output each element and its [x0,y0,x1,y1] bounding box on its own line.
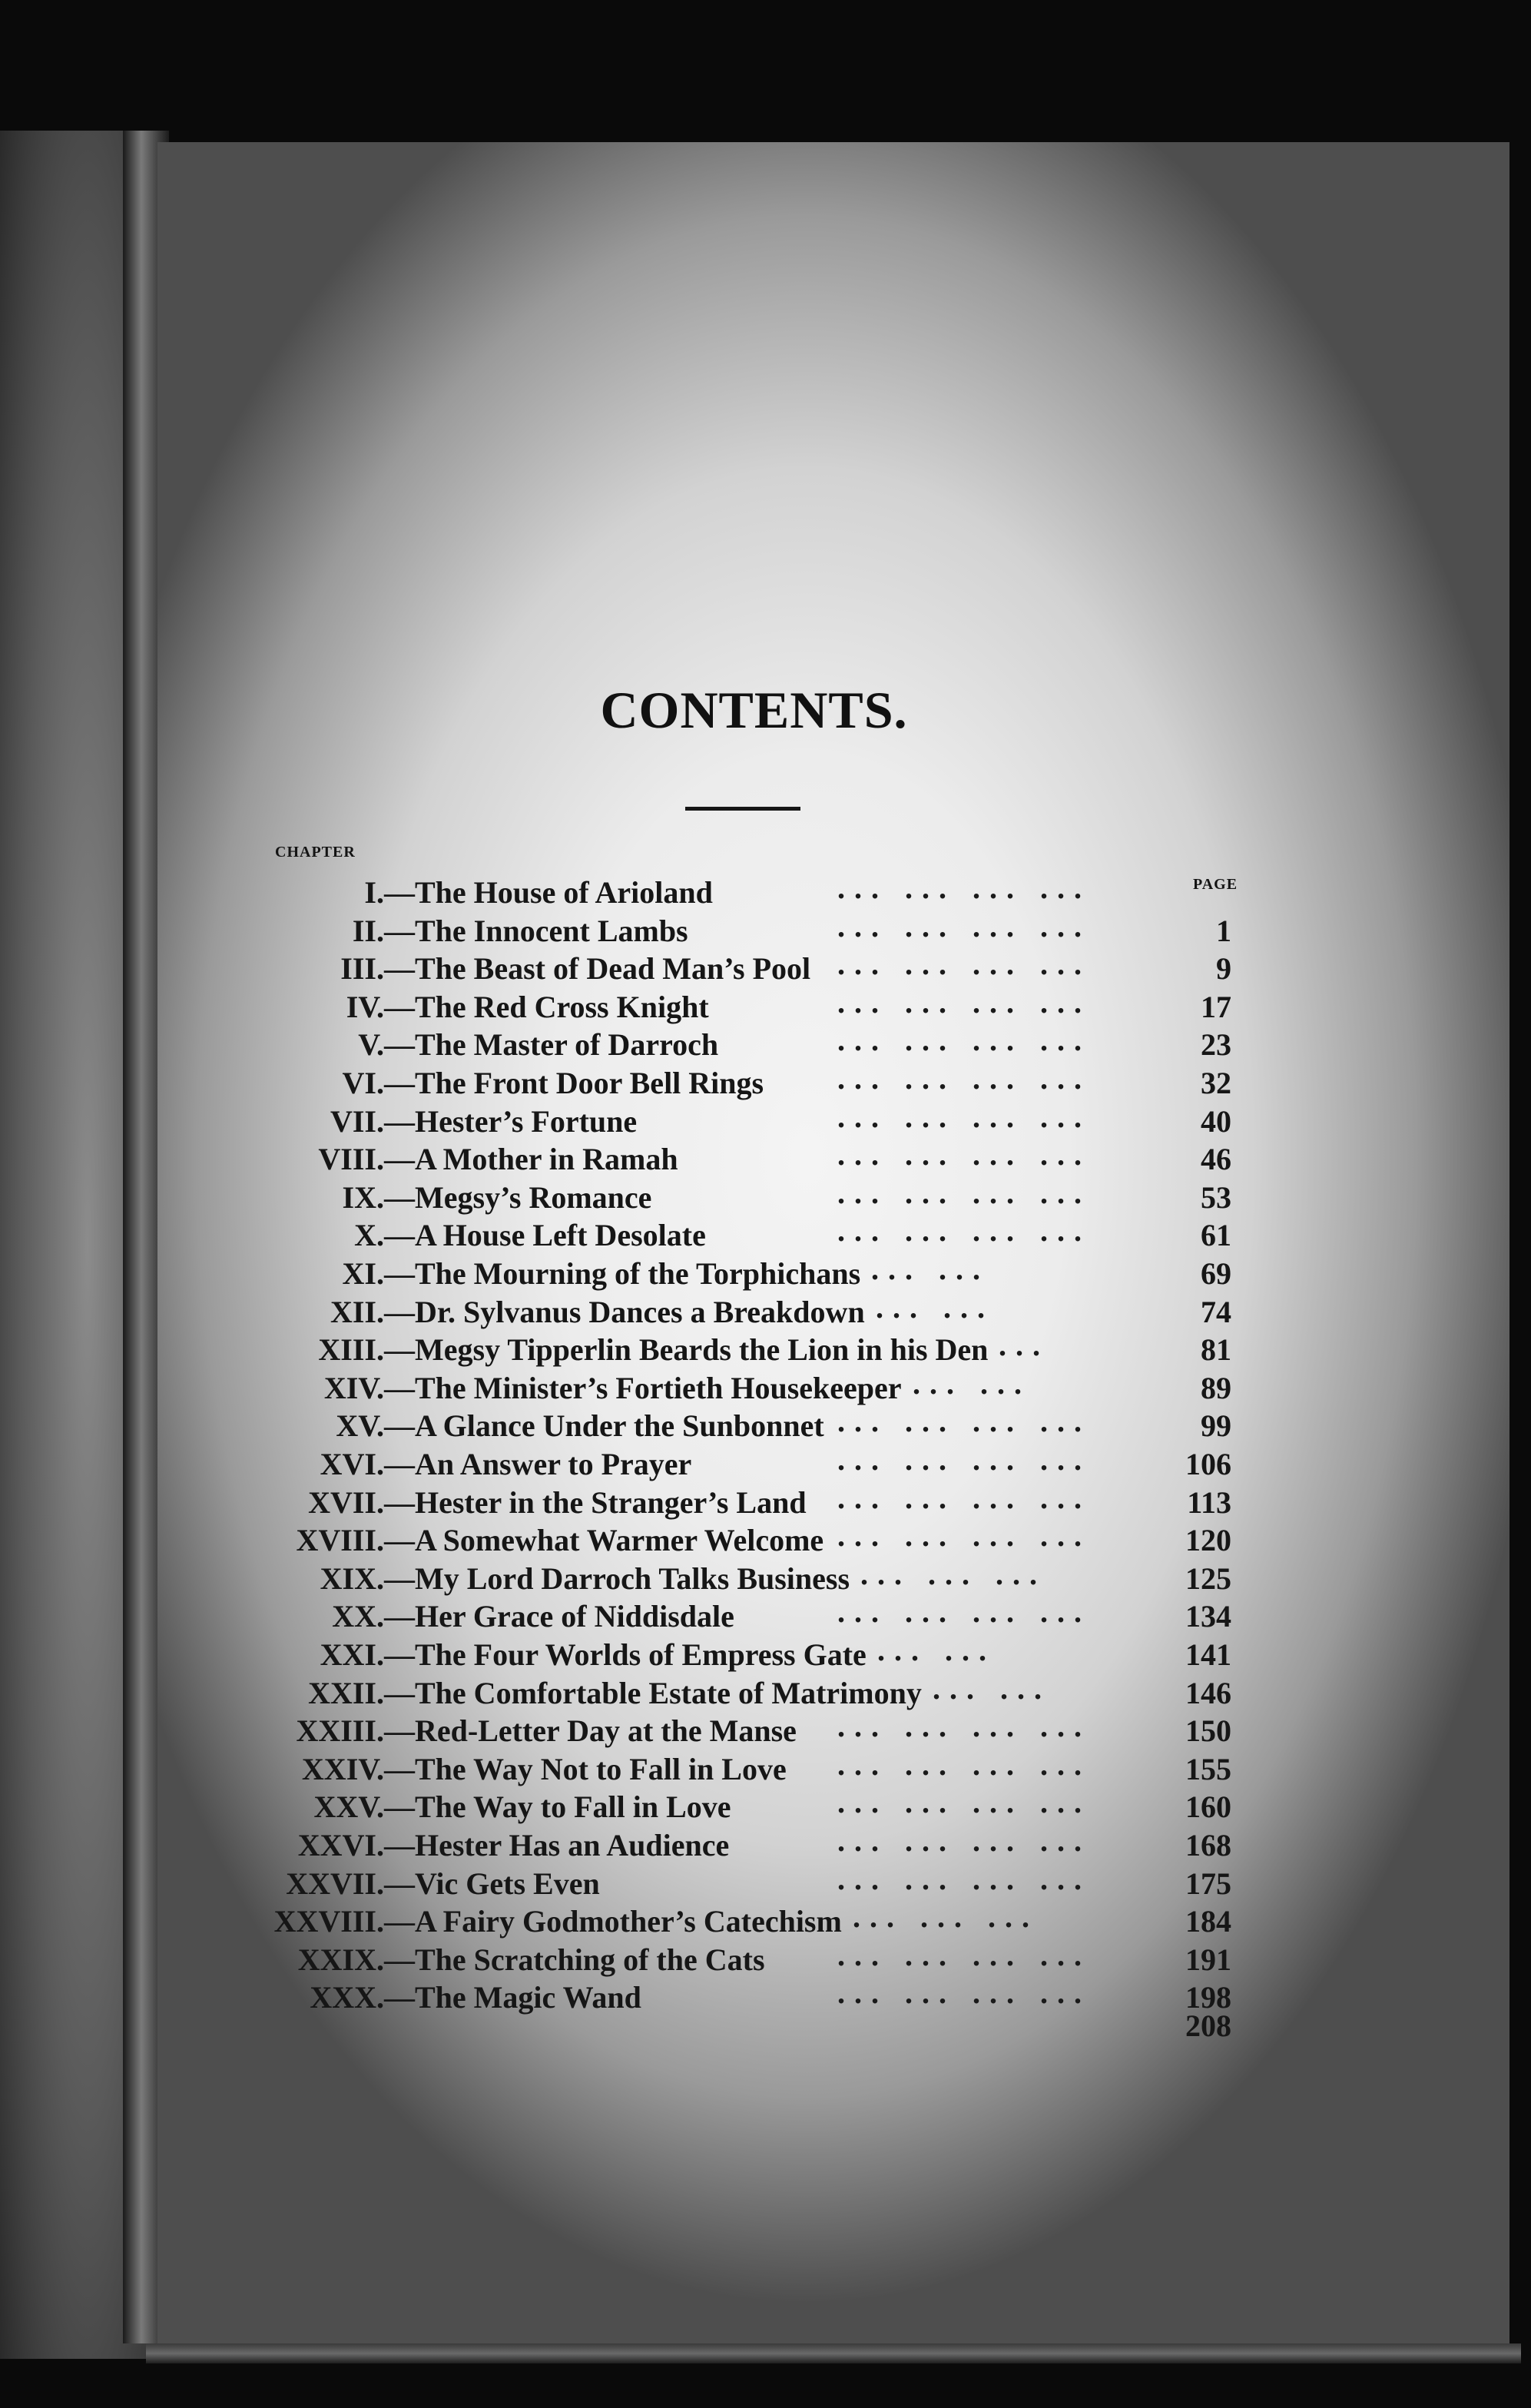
leader-dots: ... ... ... ... [837,1442,1091,1477]
chapter-page: 168 [1185,1828,1231,1862]
toc-entry [0,1404,1531,1446]
chapter-title: —A Somewhat Warmer Welcome [384,1523,824,1557]
toc-entry [0,871,1531,913]
leader-dots: ... ... ... ... [837,947,1091,981]
chapter-page: 141 [1185,1637,1231,1672]
chapter-page: 175 [1185,1866,1231,1901]
chapter-title: —The Way to Fall in Love [384,1789,731,1824]
chapter-numeral: III. [340,951,384,986]
leader-dots: ... ... ... ... [837,1594,1091,1629]
chapter-title: —My Lord Darroch Talks Business [384,1561,850,1596]
chapter-numeral: XXIX. [297,1942,384,1977]
chapter-numeral: VII. [330,1104,384,1139]
toc-entry [0,1328,1531,1370]
leader-dots: ... ... [871,1252,989,1286]
chapter-numeral: XXIII. [296,1713,384,1748]
chapter-title: —The Four Worlds of Empress Gate [384,1637,867,1672]
chapter-title: —Vic Gets Even [384,1866,600,1901]
chapter-title: —Megsy’s Romance [384,1180,652,1215]
toc-entry [0,1213,1531,1255]
leader-dots: ... ... ... ... [837,1709,1091,1743]
chapter-title: —An Answer to Prayer [384,1447,692,1481]
toc-entry [0,1290,1531,1332]
chapter-numeral: XV. [336,1408,384,1443]
chapter-numeral: XXVIII. [273,1904,384,1939]
leader-dots: ... ... ... ... [837,1938,1091,1972]
leader-dots: ... ... ... ... [837,1862,1091,1896]
chapter-numeral: IX. [342,1180,384,1215]
chapter-numeral: XIX. [320,1561,384,1596]
chapter-numeral: XXIV. [301,1752,384,1786]
chapter-page: 198 [1185,1980,1231,2015]
chapter-page: 53 [1201,1180,1231,1215]
chapter-title: —The Comfortable Estate of Matrimony [384,1676,922,1710]
toc-entry [0,1137,1531,1179]
leader-dots: ... [999,1328,1049,1362]
toc-entry [0,985,1531,1027]
leader-dots: ... ... ... ... [837,1213,1091,1248]
chapter-page: 74 [1201,1295,1231,1329]
toc-entry [0,1899,1531,1942]
chapter-numeral: XXVII. [286,1866,384,1901]
chapter-page: 89 [1201,1371,1231,1405]
chapter-numeral: XXVI. [297,1828,384,1862]
chapter-page: 46 [1201,1142,1231,1176]
chapter-title: —The Innocent Lambs [384,914,688,948]
toc-entry [0,1557,1531,1599]
chapter-page: 99 [1201,1408,1231,1443]
chapter-title: —A Fairy Godmother’s Catechism [384,1904,842,1939]
leader-dots: ... ... ... ... [837,1823,1091,1858]
toc-entry [0,947,1531,989]
chapter-title: —The Magic Wand [384,1980,641,2015]
leader-dots: ... ... ... ... [837,1100,1091,1134]
toc-entry [0,1594,1531,1637]
chapter-title: —The Beast of Dead Man’s Pool [384,951,811,986]
chapter-page: 155 [1185,1752,1231,1786]
leader-dots: ... ... ... ... [837,1061,1091,1096]
chapter-numeral: X. [354,1218,384,1252]
leader-dots: ... ... ... ... [837,1137,1091,1172]
chapter-numeral: XXII. [308,1676,384,1710]
chapter-title: —Her Grace of Niddisdale [384,1599,734,1634]
leader-dots: ... ... ... ... [837,1785,1091,1819]
leader-dots: ... ... ... ... [837,871,1091,905]
leader-dots: ... ... ... ... [837,1518,1091,1553]
chapter-page: 69 [1201,1256,1231,1291]
leader-dots: ... ... [876,1290,994,1325]
chapter-page: 146 [1185,1676,1231,1710]
toc-entry [0,1671,1531,1713]
toc-entry [0,1823,1531,1866]
chapter-title: —The Way Not to Fall in Love [384,1752,787,1786]
chapter-title: —The Minister’s Fortieth Housekeeper [384,1371,902,1405]
toc-entry [0,1709,1531,1751]
chapter-numeral: XIII. [318,1332,384,1367]
page-column-label: PAGE [1193,876,1238,893]
leader-dots: ... ... [877,1633,996,1667]
chapter-numeral: XXI. [320,1637,384,1672]
chapter-page: 17 [1201,990,1231,1024]
chapter-title: —A Glance Under the Sunbonnet [384,1408,824,1443]
chapter-page: 9 [1216,951,1231,986]
chapter-page: 40 [1201,1104,1231,1139]
chapter-title: —Megsy Tipperlin Beards the Lion in his Den [384,1332,989,1367]
leader-dots: ... ... ... ... [837,909,1091,944]
leader-dots: ... ... ... ... [837,1404,1091,1438]
toc-entry [0,1785,1531,1827]
chapter-title: —The Scratching of the Cats [384,1942,765,1977]
chapter-numeral: XII. [330,1295,384,1329]
chapter-page: 184 [1185,1904,1231,1939]
chapter-title: —A House Left Desolate [384,1218,706,1252]
toc-entry [0,1366,1531,1408]
leader-dots: ... ... [913,1366,1031,1401]
chapter-page: 120 [1185,1523,1231,1557]
chapter-page: 81 [1201,1332,1231,1367]
chapter-title: —A Mother in Ramah [384,1142,678,1176]
toc-entry [0,1862,1531,1904]
chapter-title: —Dr. Sylvanus Dances a Breakdown [384,1295,865,1329]
chapter-numeral: II. [352,914,384,948]
contents-heading [0,680,1531,741]
chapter-numeral: XXV. [313,1789,384,1824]
chapter-page: 191 [1185,1942,1231,1977]
chapter-numeral: XIV. [323,1371,384,1405]
chapter-page: 61 [1201,1218,1231,1252]
toc-entry [0,1633,1531,1675]
chapter-page: 32 [1201,1066,1231,1100]
toc-entry [0,1747,1531,1789]
toc-entry [0,1518,1531,1561]
chapter-numeral: VIII. [318,1142,384,1176]
chapter-page: 1 [1216,914,1231,948]
chapter-numeral: I. [364,875,384,910]
leader-dots: ... ... ... ... [837,1975,1091,2010]
chapter-numeral: IV. [346,990,384,1024]
toc-entry [0,1061,1531,1103]
toc-entry [0,1481,1531,1523]
chapter-title: —Hester in the Stranger’s Land [384,1485,807,1520]
heading-rule [685,807,800,811]
leader-dots: ... ... [933,1671,1051,1706]
toc-entry [0,909,1531,951]
leader-dots: ... ... ... [860,1557,1046,1591]
chapter-page: 125 [1185,1561,1231,1596]
chapter-page: 106 [1185,1447,1231,1481]
chapter-title: —The Red Cross Knight [384,990,709,1024]
chapter-column-label: CHAPTER [275,844,356,861]
chapter-title: —The Front Door Bell Rings [384,1066,764,1100]
chapter-numeral: XXX. [310,1980,384,2015]
chapter-title: —The Mourning of the Torphichans [384,1256,861,1291]
chapter-numeral: V. [358,1027,384,1062]
leader-dots: ... ... ... ... [837,1176,1091,1210]
toc-entry [0,1176,1531,1218]
chapter-numeral: XVII. [308,1485,384,1520]
chapter-numeral: XVI. [320,1447,384,1481]
leader-dots: ... ... ... [853,1899,1039,1934]
chapter-numeral: XI. [342,1256,384,1291]
final-page-value: 208 [1185,2008,1231,2043]
chapter-title: —Hester Has an Audience [384,1828,730,1862]
chapter-page: 160 [1185,1789,1231,1824]
toc-entry [0,1252,1531,1294]
chapter-page: 23 [1201,1027,1231,1062]
contents-heading-text: CONTENTS. [600,681,908,739]
chapter-numeral: VI. [342,1066,384,1100]
chapter-title: —Hester’s Fortune [384,1104,638,1139]
chapter-title: —The Master of Darroch [384,1027,719,1062]
leader-dots: ... ... ... ... [837,985,1091,1020]
leader-dots: ... ... ... ... [837,1747,1091,1782]
chapter-page: 113 [1187,1485,1231,1520]
toc-entry [0,1938,1531,1980]
chapter-title: —The House of Arioland [384,875,713,910]
leader-dots: ... ... ... ... [837,1023,1091,1057]
toc-entry [0,1100,1531,1142]
chapter-title: —Red-Letter Day at the Manse [384,1713,797,1748]
toc-entry [0,1975,1531,2018]
toc-entry [0,1442,1531,1484]
page-bottom-edge [146,2343,1521,2363]
toc-entry [0,1023,1531,1065]
chapter-numeral: XX. [332,1599,384,1634]
chapter-page: 150 [1185,1713,1231,1748]
leader-dots: ... ... ... ... [837,1481,1091,1515]
chapter-numeral: XVIII. [296,1523,384,1557]
chapter-page: 134 [1185,1599,1231,1634]
